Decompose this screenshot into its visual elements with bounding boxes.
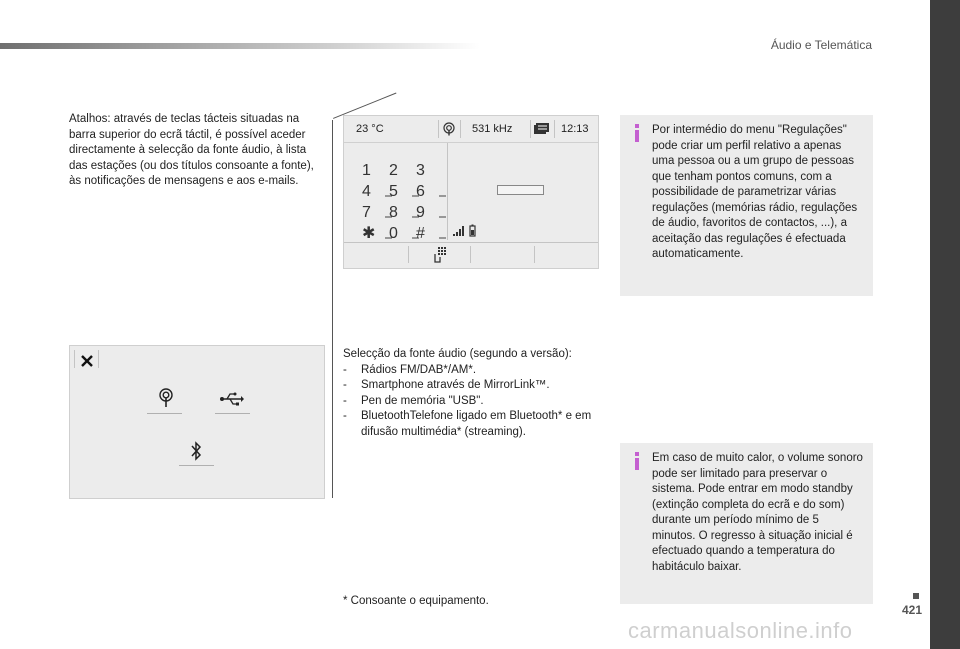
bluetooth-icon[interactable] [190, 441, 202, 461]
footnote: * Consoante o equipamento. [343, 595, 489, 607]
temperature-readout: 23 °C [356, 123, 384, 135]
clock-readout: 12:13 [561, 123, 589, 135]
number-input-field[interactable] [497, 185, 544, 195]
keypad-key[interactable]: ✱ [362, 225, 376, 242]
info-box-heat [620, 443, 873, 604]
frequency-readout: 531 kHz [472, 123, 513, 135]
signal-icon [453, 226, 464, 236]
bottom-separator [534, 246, 535, 263]
status-separator [460, 120, 461, 138]
keypad-row [362, 160, 443, 181]
keypad-key[interactable]: 2 [389, 162, 398, 179]
source-list [343, 347, 595, 440]
status-separator [530, 120, 531, 138]
keypad-key[interactable]: # [416, 225, 425, 242]
keypad-underlines [377, 179, 457, 239]
keypad-key[interactable]: 8 [389, 204, 398, 221]
keypad-key[interactable]: 3 [416, 162, 425, 179]
source-selection-illustration [69, 345, 325, 499]
chapter-strip [930, 0, 960, 649]
signal-battery-indicator [451, 224, 483, 238]
list-item: - BluetoothTelefone ligado em Bluetooth* e em difusão multimédia* (streaming). [343, 410, 592, 438]
bluetooth-underline [179, 465, 214, 466]
close-icon[interactable] [81, 355, 93, 367]
screen-bottom-rule [344, 242, 598, 243]
list-item: - Smartphone através de MirrorLink™. [343, 379, 550, 391]
keypad-key[interactable]: 4 [362, 183, 371, 200]
bottom-separator [470, 246, 471, 263]
radio-underline [147, 413, 182, 414]
header-gradient-bar [0, 43, 480, 49]
battery-icon [470, 225, 475, 237]
keypad-key[interactable]: 7 [362, 204, 371, 221]
status-separator [554, 120, 555, 138]
info-text: Em caso de muito calor, o volume sonoro pode ser limitado para preservar o sistema. Pode entrar em modo standby (extinção completa do ecrã e do som) durante um período mínimo de 5 minutos. O regresso à situação inicial é efectuado quando a temperatura do habitáculo baixar. [652, 452, 863, 573]
info-icon [630, 452, 644, 470]
source-intro: Selecção da fonte áudio (segundo a versão): [343, 348, 572, 360]
bottom-separator [408, 246, 409, 263]
radio-icon[interactable] [158, 388, 174, 408]
message-icon[interactable] [534, 122, 550, 135]
info-icon [630, 124, 644, 142]
usb-icon[interactable] [219, 392, 245, 406]
info-box-profiles [620, 115, 873, 296]
list-item: - Rádios FM/DAB*/AM*. [343, 363, 477, 376]
shortcuts-paragraph: Atalhos: através de teclas tácteis situadas na barra superior do ecrã táctil, é possível aceder directamente à selecção da fonte áudio, à lista das estações (ou dos títulos consoante a fonte), às notificações de mensagens e aos e-mails. [69, 113, 314, 187]
usb-underline [215, 413, 250, 414]
keypad-key[interactable]: 9 [416, 204, 425, 221]
page-number: 421 [901, 603, 922, 617]
callout-line [332, 120, 333, 498]
keypad-key[interactable]: 0 [389, 225, 398, 242]
radio-icon[interactable] [442, 122, 456, 136]
panel-separator [74, 350, 75, 368]
keypad-key[interactable]: 5 [389, 183, 398, 200]
radio-screen-illustration [343, 115, 599, 269]
status-separator [438, 120, 439, 138]
keypad-icon[interactable] [432, 247, 448, 263]
section-title: Áudio e Telemática [770, 38, 872, 52]
info-text: Por intermédio do menu "Regulações" pode criar um perfil relativo a apenas uma pessoa ou a um grupo de pessoas que tenham pontos comuns, com a possibilidade de parametrizar várias regulações (memórias rádio, regulações de áudio, favoritos de contactos, ...), a aceitação das regulações é efectuada automaticamente. [652, 124, 858, 260]
screen-status-bar [344, 116, 598, 143]
panel-separator [98, 350, 99, 368]
watermark: carmanualsonline.info [628, 618, 853, 643]
list-item: - Pen de memória "USB". [343, 394, 484, 407]
keypad-key[interactable]: 1 [362, 162, 371, 179]
page-marker [913, 593, 919, 599]
keypad-key[interactable]: 6 [416, 183, 425, 200]
